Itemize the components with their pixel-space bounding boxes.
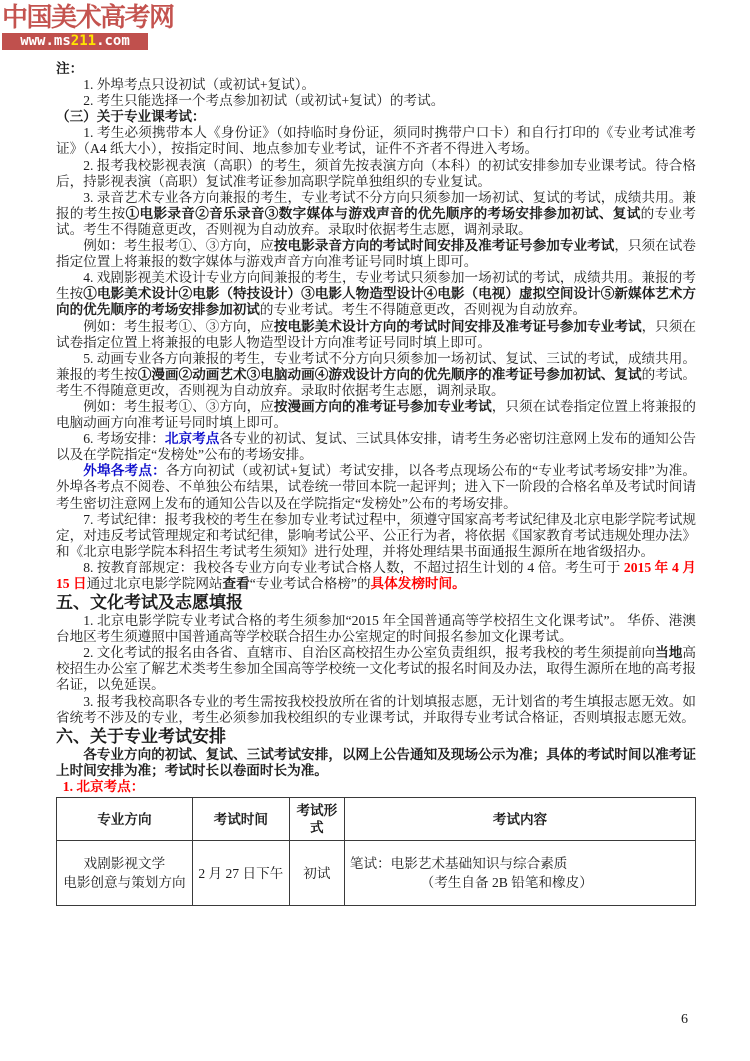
exam-item-8-text: 通过北京电影学院网站 <box>86 576 223 591</box>
site-logo-url <box>2 33 148 50</box>
exam-item-3-example-text: ，只须在试卷指定位置上将兼报的数字媒体与游戏声音方向准考证号同时填上即可。 <box>56 238 697 270</box>
page-number: 6 <box>681 1011 688 1027</box>
table-cell-line: 电影创意与策划方向 <box>63 875 186 891</box>
table-cell-line: 笔试：电影艺术基础知识与综合素质 <box>349 856 568 872</box>
exam-item-4 <box>56 270 696 318</box>
exam-item-5-text: ①漫画②动画艺术③电脑动画④游戏设计方向的优先顺序的准考证号参加初试、复试 <box>137 366 642 382</box>
exam-item-3-example-text: 例如：考生报考①、③方向，应 <box>83 238 274 254</box>
exam-item-6 <box>56 431 696 463</box>
table-cell-line: 2 月 27 日下午 <box>198 865 284 881</box>
site-logo-url-suffix: .com <box>96 33 130 49</box>
note-item-2-text: 2. 考生只能选择一个考点参加初试（或初试+复试）的考试。 <box>83 93 445 109</box>
note-label <box>56 61 696 77</box>
culture-item-2 <box>56 645 696 693</box>
exam-item-4-text: 的专业考试。考生不得随意更改，否则视为自动放弃。 <box>259 302 587 318</box>
exam-item-7 <box>56 512 696 560</box>
exam-item-5-example-text: 例如：考生报考①、③方向，应 <box>83 398 274 414</box>
table-header-0: 专业方向 <box>57 798 193 841</box>
exam-item-5-text: 5. 动画专业各方向兼报的考生，专业考试不分方向只须参加一场初试、复试、三试的考试，成绩共用。兼报的考生按 <box>56 350 696 382</box>
section-3-heading <box>56 109 696 125</box>
exam-item-8-text: 查看 <box>222 576 250 591</box>
section-3-heading-text: （三）关于专业课考试： <box>56 109 206 125</box>
exam-item-4-text: ①电影美术设计②电影（特技设计）③电影人物造型设计④电影（电视）虚拟空间设计⑤新媒体艺术方向的优先顺序的考场安排参加初试 <box>56 286 697 318</box>
table-cell <box>57 841 193 906</box>
exam-item-3-example <box>56 238 696 270</box>
exam-item-4-text: 4. 戏剧影视美术设计专业方向间兼报的考生，专业考试只须参加一场初试的考试，成绩共用。兼报的考生按 <box>56 270 696 302</box>
note-label-text: 注： <box>56 61 84 76</box>
culture-item-1 <box>56 613 696 645</box>
exam-item-8-text: “专业考试合格榜”的 <box>249 576 371 591</box>
exam-item-5-example <box>56 399 696 431</box>
remote-sites-note-text: 外埠各考点： <box>83 463 166 479</box>
exam-item-1-text: 1. 考生必须携带本人《身份证》（如持临时身份证，须同时携带户口卡）和自行打印的《专业考试准考证》（A4 纸大小），按指定时间、地点参加专业考试，证件不齐者不得进入考场。 <box>56 125 696 157</box>
table-cell-line: 初试 <box>303 865 331 881</box>
exam-item-5-example-text: 按漫画方向的准考证号参加专业考试 <box>273 398 492 414</box>
table-cell-line: （考生自备 2B 铅笔和橡皮） <box>420 875 593 891</box>
exam-item-5-text: 的考试。考生不得随意更改，否则视为自动放弃。录取时依据考生志愿，调剂录取。 <box>56 366 697 398</box>
exam-item-6-text: 各专业的初试、复试、三试具体安排，请考生务必密切注意网上发布的通知公告以及在学院指定“发榜处”公布的考场安排。 <box>56 431 697 463</box>
exam-item-4-example-text: ，只须在试卷指定位置上将兼报的电影人物造型设计方向准考证号同时填上即可。 <box>56 318 697 350</box>
culture-item-1-text: 1. 北京电影学院专业考试合格的考生须参加“2015 年全国普通高等学校招生文化课考试”。 华侨、港澳台地区考生须遵照中国普通高等学校联合招生办公室规定的时间报名参加文化课考试。 <box>56 613 696 645</box>
exam-item-6-text: 北京考点 <box>164 431 220 447</box>
note-item-2 <box>56 93 696 109</box>
section-6-heading <box>56 726 696 747</box>
site-logo <box>2 2 174 50</box>
exam-item-2-text: 2. 报考我校影视表演（高职）的考生，须首先按表演方向（本科）的初试安排参加专业课考试。待合格后，持影视表演（高职）复试准考证参加高职学院单独组织的专业复试。 <box>56 157 696 189</box>
exam-item-1 <box>56 125 696 157</box>
exam-item-3 <box>56 190 696 238</box>
exam-item-8-text: 2015 年 4 月 15 日 <box>56 559 696 591</box>
table-header-3: 考试内容 <box>344 798 695 841</box>
culture-item-2-text: 高校招生办公室了解艺术类考生参加全国高等学校统一文化考试的报名时间及办法，取得生源所在地的高考报名证，以免延误。 <box>56 645 697 693</box>
remote-sites-note-text: 各方向初试（或初试+复试）考试安排，以各考点现场公布的“专业考试考场安排”为准。外埠各考点不阅卷、不单独公布结果，试卷统一带回本院一起评判；进入下一阶段的合格名单及考试时间请考生密切注意网上发布的通知公告以及在学院指定“发榜处”公布的考场安排。 <box>56 463 696 511</box>
section-5-heading-text: 五、文化考试及志愿填报 <box>56 593 243 613</box>
exam-item-3-text: 的专业考试。考生不得随意更改，否则视为自动放弃。录取时依据考生志愿，调剂录取。 <box>56 205 697 237</box>
note-item-1-text: 1. 外埠考点只设初试（或初试+复试）。 <box>83 77 316 93</box>
table-header-2: 考试形式 <box>289 798 344 841</box>
exam-item-2 <box>56 158 696 190</box>
table-header-1: 考试时间 <box>192 798 289 841</box>
beijing-site-label <box>56 779 696 795</box>
exam-item-4-example <box>56 319 696 351</box>
table-row <box>57 841 696 906</box>
site-logo-title: 中国美术高考网 <box>2 2 174 32</box>
exam-item-8-text: 8. 按教育部规定：我校各专业方向专业考试合格人数，不超过招生计划的 4 倍。考生可于 <box>83 559 624 575</box>
exam-schedule-note <box>56 747 696 779</box>
exam-schedule-note-text: 各专业方向的初试、复试、三试考试安排，以网上公告通知及现场公示为准；具体的考试时间以准考证上时间安排为准；考试时长以卷面时长为准。 <box>56 746 696 778</box>
exam-item-3-text: ①电影录音②音乐录音③数字媒体与游戏声音的优先顺序的考场安排参加初试、复试 <box>125 205 641 221</box>
exam-item-5 <box>56 351 696 399</box>
culture-item-3 <box>56 694 696 726</box>
document-body <box>56 61 696 906</box>
culture-item-3-text: 3. 报考我校高职各专业的考生需按我校投放所在省的计划填报志愿，无计划省的考生填报志愿无效。如省统考不涉及的专业，考生必须参加我校组织的专业课考试，并取得专业考试合格证，否则填报志愿无效。 <box>56 693 696 725</box>
remote-sites-note <box>56 463 696 511</box>
section-6-heading-text: 六、关于专业考试安排 <box>56 726 226 746</box>
table-cell <box>289 841 344 906</box>
table-cell-line: 戏剧影视文学 <box>83 856 166 872</box>
exam-item-4-example-text: 按电影美术设计方向的考试时间安排及准考证号参加专业考试 <box>273 318 642 334</box>
culture-item-2-text: 当地 <box>655 645 683 661</box>
exam-item-8-text: 具体发榜时间。 <box>370 576 466 591</box>
exam-item-4-example-text: 例如：考生报考①、③方向，应 <box>83 318 274 334</box>
exam-item-5-example-text: ，只须在试卷指定位置上将兼报的电脑动画方向准考证号同时填上即可。 <box>56 398 697 431</box>
exam-item-3-text: 3. 录音艺术专业各方向兼报的考生，专业考试不分方向只须参加一场初试、复试的考试，成绩共用。兼报的考生按 <box>56 189 696 221</box>
note-item-1 <box>56 77 696 93</box>
table-cell <box>192 841 289 906</box>
section-5-heading <box>56 592 696 613</box>
exam-item-3-example-text: 按电影录音方向的考试时间安排及准考证号参加专业考试 <box>273 238 615 254</box>
table-header-row <box>57 798 696 841</box>
table-cell <box>344 841 695 906</box>
site-logo-url-prefix: www.ms <box>20 33 71 49</box>
culture-item-2-text: 2. 文化考试的报名由各省、直辖市、自治区高校招生办公室负责组织，报考我校的考生须提前向 <box>83 645 656 661</box>
exam-item-8 <box>56 560 696 592</box>
beijing-site-label-text: 1. 北京考点： <box>62 778 145 794</box>
exam-schedule-table <box>56 797 696 906</box>
exam-item-7-text: 7. 考试纪律：报考我校的考生在参加专业考试过程中，须遵守国家高考考试纪律及北京电影学院考试规定，对违反考试管理规定和考试纪律，影响考试公平、公正行为者，将依据《国家教育考试违规处理办法》和《北京电影学院本科招生考试考生须知》进行处理，并将处理结果书面通报生源所在地省级招办。 <box>56 511 696 559</box>
site-logo-url-highlight: 211 <box>70 33 97 49</box>
exam-item-6-text: 6. 考场安排： <box>83 431 165 447</box>
